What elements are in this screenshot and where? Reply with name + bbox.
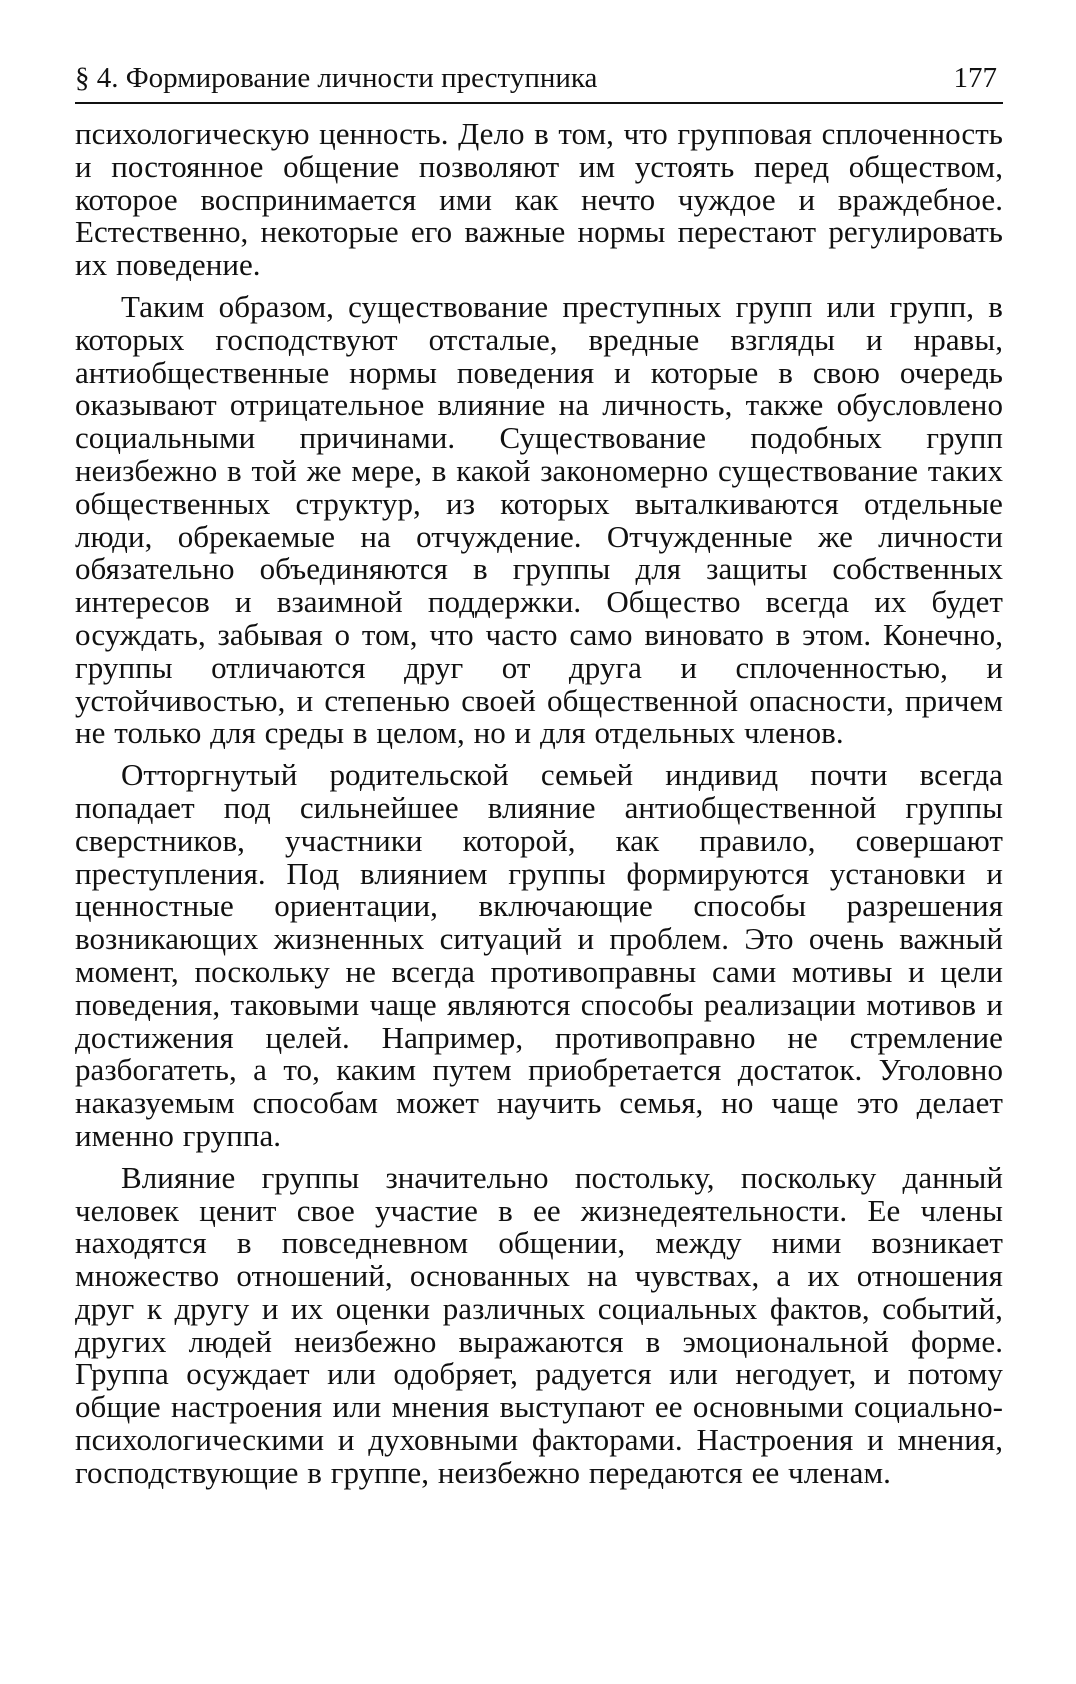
paragraph-criminal-groups: Таким образом, существование преступных групп или групп, в которых господствуют отсталые, вредные взгляды и нравы, антиобщественные нормы поведения и которые в свою очередь оказывают отрицательное влияние на личность, также обусловлено социальными причинами. Существование подобных групп неизбежно в той же мере, в какой закономерно существование таких общественных структур, из которых выталкиваются отдельные люди, обрекаемые на отчуждение. Отчужденные же личности обязательно объединяются в группы для защиты собственных интересов и взаимной поддержки. Общество всегда их будет осуждать, забывая о том, что часто само виновато в этом. Конечно, группы отличаются друг от друга и сплоченностью, и устойчивостью, и степенью своей общественной опасности, причем не только для среды в целом, но и для отдельных членов. [75, 288, 1003, 751]
book-page [75, 58, 1003, 1499]
paragraph-group-influence: Влияние группы значительно постольку, поскольку данный человек ценит свое участие в ее жизнедеятельности. Ее члены находятся в повседневном общении, между ними возникает множество отношений, основанных на чувствах, а их отношения друг к другу и их оценки различных социальных фактов, событий, других людей неизбежно выражаются в эмоциональной форме. Группа осуждает или одобряет, радуется или негодует, и потому общие настроения или мнения выступают ее основными социально-психологическими и духовными факторами. Настроения и мнения, господствующие в группе, неизбежно передаются ее членам. [75, 1159, 1003, 1490]
page-number: 177 [953, 62, 997, 94]
section-title: § 4. Формирование личности преступника [75, 62, 598, 94]
paragraph-rejected-individual: Отторгнутый родительской семьей индивид почти всегда попадает под сильнейшее влияние антиобщественной группы сверстников, участники которой, как правило, совершают преступления. Под влиянием группы формируются установки и ценностные ориентации, включающие способы разрешения возникающих жизненных ситуаций и проблем. Это очень важный момент, поскольку не всегда противоправны сами мотивы и цели поведения, таковыми чаще являются способы реализации мотивов и достижения целей. Например, противоправно не стремление разбогатеть, а то, каким путем приобретается достаток. Уголовно наказуемым способам может научить семья, но чаще это делает именно группа. [75, 757, 1003, 1153]
paragraph-continuation: психологическую ценность. Дело в том, что групповая сплоченность и постоянное общение позволяют им устоять перед обществом, которое воспринимается ими как нечто чуждое и враждебное. Естественно, некоторые его важные нормы перестают регулировать их поведение. [75, 116, 1003, 283]
running-head [75, 58, 1003, 104]
